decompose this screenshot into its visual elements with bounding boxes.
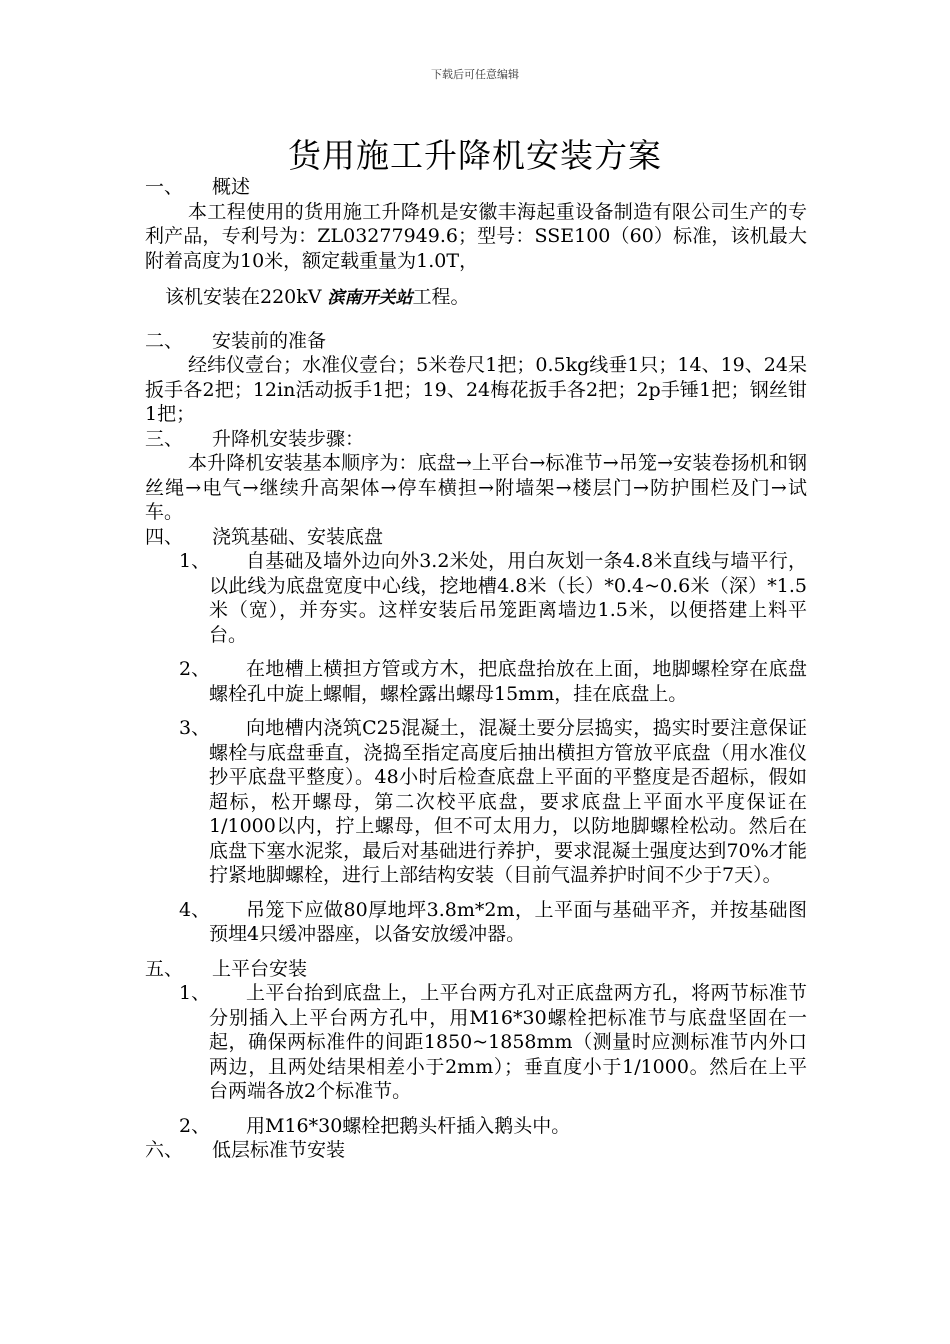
paragraph: 经纬仪壹台；水准仪壹台；5米卷尺1把；0.5kg线垂1只；14、19、24呆扳手各2把；12in活动扳手1把；19、24梅花扳手各2把；2p手锤1把；钢丝钳1把；	[145, 354, 807, 425]
section-heading-3	[145, 427, 807, 452]
section-title: 低层标准节安装	[212, 1139, 346, 1161]
document-body	[145, 175, 807, 1163]
item-text: 向地槽内浇筑C25混凝土，混凝土要分层捣实，捣实时要注意保证螺栓与底盘垂直，浇捣至指定高度后抽出横担方管放平底盘（用水准仪抄平底盘平整度）。48小时后检查底盘上平面的平整度是否超标，假如超标，松开螺母，第二次校平底盘，要求底盘上平面水平度保证在1/1000以内，拧上螺母，但不可太用力，以防地脚螺栓松动。然后在底盘下塞水泥浆，最后对基础进行养护，要求混凝土强度达到70%才能拧紧地脚螺栓，进行上部结构安装（目前气温养护时间不少于7天）。	[209, 717, 807, 886]
item-text: 上平台抬到底盘上，上平台两方孔对正底盘两方孔，将两节标准节分别插入上平台两方孔中，用M16*30螺栓把标准节与底盘坚固在一起，确保两标准件的间距1850~1858mm（测量时应测标准节内外口两边，且两处结果相差小于2mm）；垂直度小于1/1000。然后在上平台两端各放2个标准节。	[209, 982, 807, 1102]
section-title: 安装前的准备	[212, 329, 327, 352]
list-item	[145, 981, 807, 1104]
list-item	[145, 549, 807, 647]
section-heading-2	[145, 329, 807, 354]
section-number: 三、	[145, 427, 184, 450]
section-title: 升降机安装步骤：	[212, 427, 365, 450]
item-number: 2、	[179, 658, 211, 680]
paragraph: 本升降机安装基本顺序为：底盘→上平台→标准节→吊笼→安装卷扬机和钢丝绳→电气→继续升高架体→停车横担→附墙架→楼层门→防护围栏及门→试车。	[145, 452, 807, 523]
station-name: 滨南开关站	[327, 288, 413, 308]
section-title: 上平台安装	[212, 957, 308, 980]
item-number: 1、	[179, 550, 211, 572]
item-number: 2、	[179, 1114, 211, 1137]
item-text: 自基础及墙外边向外3.2米处，用白灰划一条4.8米直线与墙平行，以此线为底盘宽度中心线，挖地槽4.8米（长）*0.4~0.6米（深）*1.5米（宽），并夯实。这样安装后吊笼距离墙边1.5米，以便搭建上料平台。	[209, 550, 807, 646]
section-title: 概述	[212, 176, 251, 198]
section-heading-5	[145, 957, 807, 982]
item-text: 在地槽上横担方管或方木，把底盘抬放在上面，地脚螺栓穿在底盘螺栓孔中旋上螺帽，螺栓露出螺母15mm，挂在底盘上。	[209, 658, 807, 705]
paragraph	[145, 285, 807, 311]
list-item	[145, 716, 807, 888]
section-number: 六、	[145, 1139, 184, 1161]
text-span: 工程。	[412, 286, 470, 308]
section-heading-1	[145, 175, 807, 200]
item-text: 用M16*30螺栓把鹅头杆插入鹅头中。	[246, 1114, 571, 1137]
paragraph: 本工程使用的货用施工升降机是安徽丰海起重设备制造有限公司生产的专利产品，专利号为：ZL03277949.6；型号：SSE100（60）标准，该机最大附着高度为10米，额定载重量为1.0T，	[145, 200, 807, 272]
section-heading-6	[145, 1138, 807, 1163]
section-heading-4	[145, 525, 807, 550]
item-number: 3、	[179, 717, 211, 739]
section-number: 二、	[145, 329, 184, 352]
item-number: 4、	[179, 898, 211, 921]
text-span: 该机安装在220kV	[165, 286, 328, 308]
section-number: 五、	[145, 957, 184, 980]
section-number: 一、	[145, 176, 184, 198]
document-title: 货用施工升降机安装方案	[288, 136, 662, 175]
list-item	[145, 1114, 807, 1139]
item-number: 1、	[179, 982, 211, 1004]
section-title: 浇筑基础、安装底盘	[212, 525, 384, 548]
section-number: 四、	[145, 525, 184, 548]
list-item	[145, 657, 807, 706]
page-header: 下载后可任意编辑	[431, 68, 519, 81]
list-item	[145, 898, 807, 947]
item-text: 吊笼下应做80厚地坪3.8m*2m，上平面与基础平齐，并按基础图预埋4只缓冲器座，以备安放缓冲器。	[209, 898, 807, 945]
